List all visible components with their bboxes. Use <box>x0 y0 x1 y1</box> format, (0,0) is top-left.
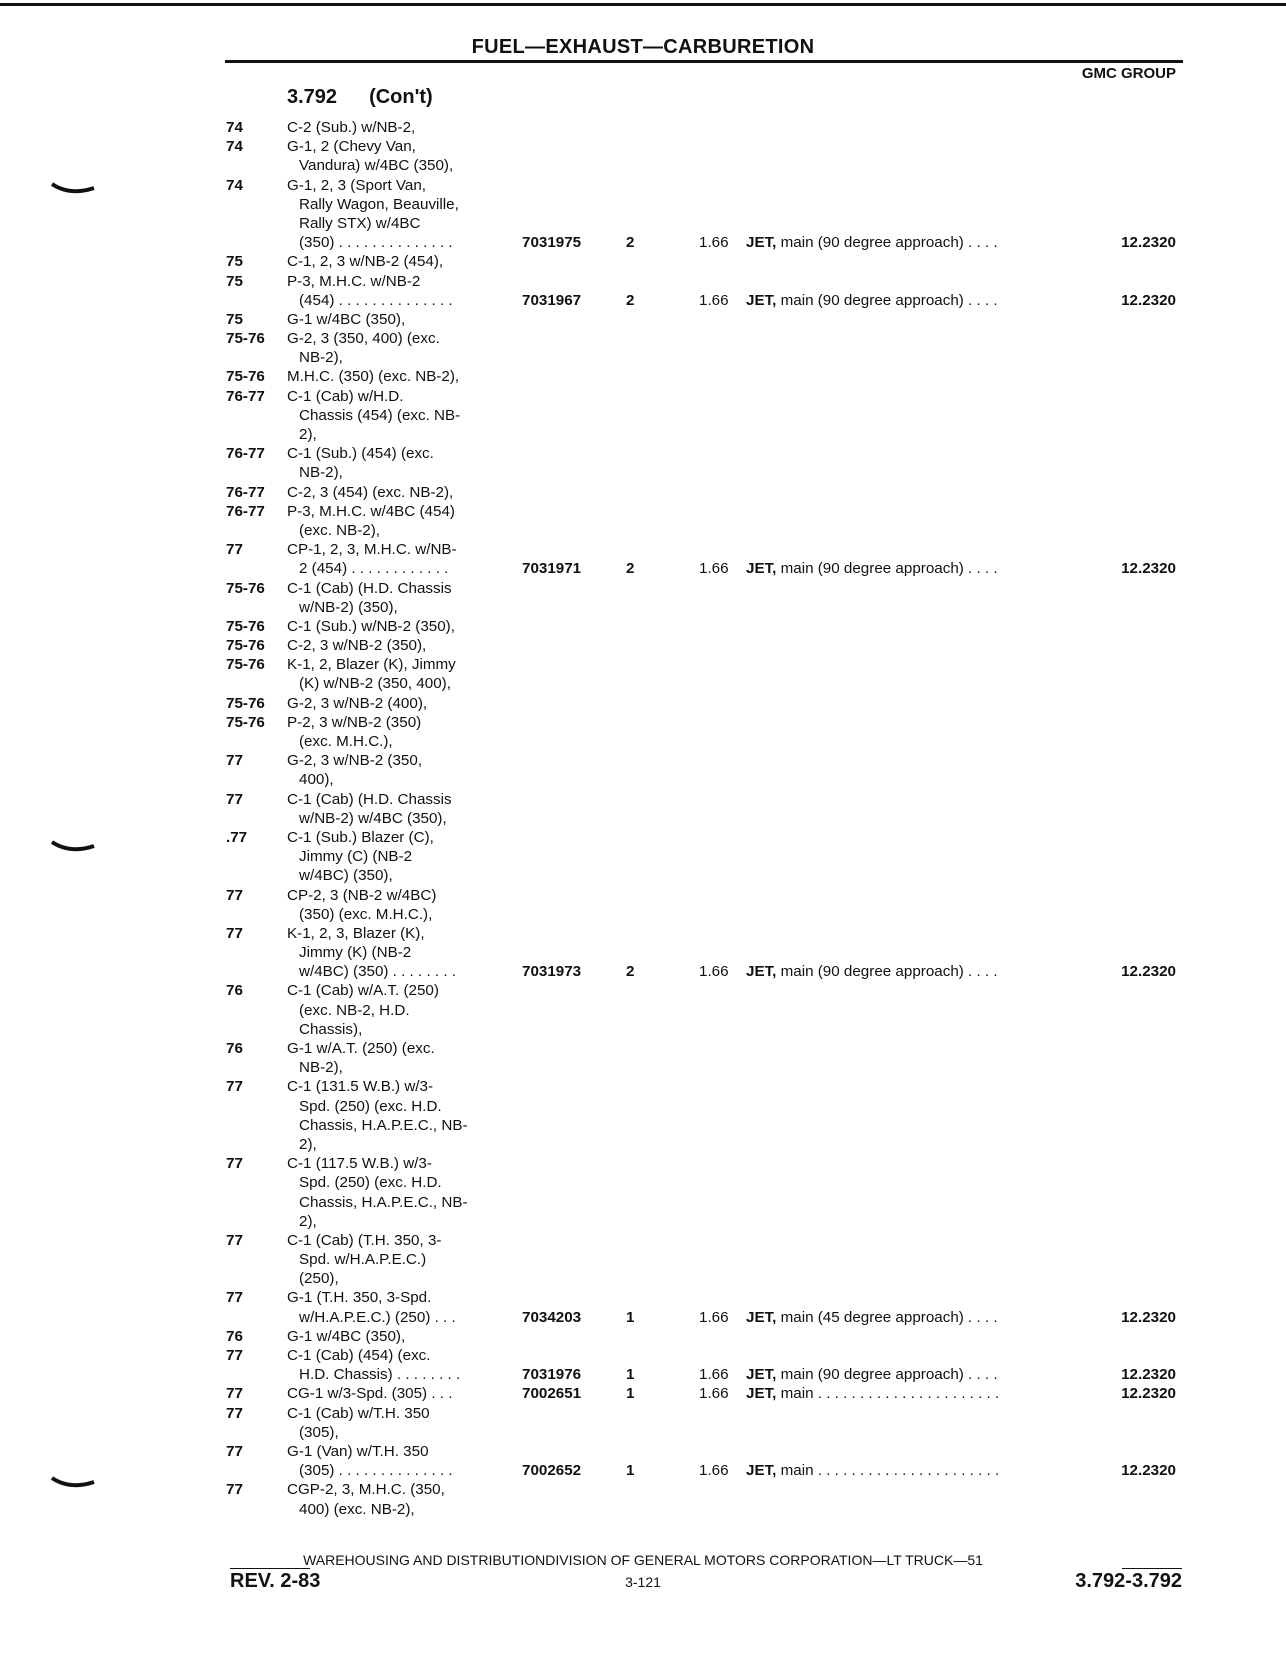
application-text: G-1 (Van) w/T.H. 350 <box>287 1442 429 1460</box>
application-row <box>0 252 1286 271</box>
application-row <box>0 1135 1286 1154</box>
part-name <box>746 291 998 310</box>
model-year: 77 <box>226 1442 243 1460</box>
application-text: Jimmy (K) (NB-2 <box>299 944 412 962</box>
application-row <box>0 617 1286 636</box>
part-name-detail: main (90 degree approach) . . . . <box>776 560 998 578</box>
application-row <box>0 502 1286 521</box>
size-value: 1.66 <box>699 963 729 981</box>
application-row <box>0 540 1286 559</box>
application-row <box>0 1231 1286 1250</box>
application-row <box>0 636 1286 655</box>
application-text: K-1, 2, Blazer (K), Jimmy <box>287 656 456 674</box>
part-name <box>746 559 998 578</box>
size-value: 1.66 <box>699 291 729 309</box>
application-text: 2), <box>299 426 317 443</box>
application-text: (exc. NB-2, H.D. <box>299 1001 410 1019</box>
application-row <box>0 1442 1286 1461</box>
application-row <box>0 1058 1286 1077</box>
application-text: C-1 (131.5 W.B.) w/3- <box>287 1078 434 1096</box>
group-number: 12.2320 <box>1121 234 1176 252</box>
application-text: 400) (exc. NB-2), <box>299 1500 415 1518</box>
application-text: Chassis, H.A.P.E.C., NB- <box>299 1116 468 1134</box>
application-text: C-1 (Cab) (H.D. Chassis <box>287 579 452 597</box>
application-text: 400), <box>299 771 334 789</box>
part-name-keyword: JET, <box>746 291 777 309</box>
model-year: 75 <box>226 310 243 328</box>
application-text: C-2 (Sub.) w/NB-2, <box>287 119 416 136</box>
model-year: 74 <box>226 176 243 194</box>
application-text: C-1 (Cab) (T.H. 350, 3- <box>287 1231 442 1249</box>
application-text: (350) (exc. M.H.C.), <box>299 905 433 923</box>
application-row <box>0 809 1286 828</box>
model-year: 75-76 <box>226 579 265 597</box>
model-year: 76 <box>226 982 243 1000</box>
model-year: 75-76 <box>226 637 265 655</box>
application-row <box>0 828 1286 847</box>
application-text: Spd. (250) (exc. H.D. <box>299 1174 442 1192</box>
title-rule <box>225 60 1183 63</box>
binder-punch-mark <box>50 840 96 856</box>
part-name <box>746 962 998 981</box>
part-name-detail: main (90 degree approach) . . . . <box>776 963 998 981</box>
application-row <box>0 272 1286 291</box>
model-year: 76-77 <box>226 483 265 501</box>
application-row <box>0 329 1286 348</box>
application-row <box>0 579 1286 598</box>
page-number: 3-121 <box>625 1574 661 1590</box>
application-text: G-2, 3 w/NB-2 (350, <box>287 752 423 770</box>
page-title: FUEL—EXHAUST—CARBURETION <box>471 36 815 58</box>
application-row <box>0 713 1286 732</box>
application-text: H.D. Chassis) . . . . . . . . <box>299 1366 461 1384</box>
section-number: 3.792 <box>287 86 338 108</box>
application-text: G-2, 3 w/NB-2 (400), <box>287 694 428 712</box>
application-text: CP-1, 2, 3, M.H.C. w/NB- <box>287 541 457 559</box>
part-number: 7034203 <box>522 1308 582 1326</box>
application-row <box>0 1173 1286 1192</box>
application-row <box>0 1097 1286 1116</box>
size-value: 1.66 <box>699 234 729 252</box>
application-row <box>0 156 1286 175</box>
model-year: 76 <box>226 1327 243 1345</box>
model-year: 77 <box>226 1481 243 1499</box>
model-year: 77 <box>226 790 243 808</box>
part-entry-row <box>0 291 1286 310</box>
part-entry-row <box>0 1365 1286 1384</box>
application-text: (305), <box>299 1423 339 1441</box>
model-year: .77 <box>226 828 248 846</box>
model-year: 77 <box>226 1289 243 1307</box>
parts-listing <box>0 118 1286 1519</box>
model-year: 75 <box>226 272 243 290</box>
group-number: 12.2320 <box>1121 1366 1176 1384</box>
application-text: (exc. M.H.C.), <box>299 733 393 750</box>
quantity: 1 <box>626 1385 635 1403</box>
part-name-keyword: JET, <box>746 1308 777 1326</box>
top-edge-rule <box>0 0 1286 9</box>
application-row <box>0 195 1286 214</box>
application-text: G-1, 2, 3 (Sport Van, <box>287 176 427 194</box>
footer-rule-right <box>1122 1568 1182 1569</box>
application-row <box>0 751 1286 770</box>
size-value: 1.66 <box>699 560 729 578</box>
part-name <box>746 1461 999 1480</box>
model-year: 77 <box>226 752 243 770</box>
model-year: 77 <box>226 1385 243 1403</box>
application-text: Chassis, H.A.P.E.C., NB- <box>299 1193 468 1211</box>
part-number: 7031971 <box>522 560 582 578</box>
model-year: 76-77 <box>226 445 265 463</box>
application-row <box>0 770 1286 789</box>
model-year: 77 <box>226 1347 243 1364</box>
model-year: 77 <box>226 924 243 942</box>
model-year: 77 <box>226 1155 243 1173</box>
application-row <box>0 137 1286 156</box>
application-row <box>0 348 1286 367</box>
application-row <box>0 118 1286 137</box>
model-year: 77 <box>226 1231 243 1249</box>
quantity: 2 <box>626 560 635 578</box>
application-text: Spd. (250) (exc. H.D. <box>299 1097 442 1115</box>
part-name-detail: main . . . . . . . . . . . . . . . . . . . . . . <box>776 1385 1000 1403</box>
quantity: 1 <box>626 1308 635 1326</box>
part-entry-row <box>0 233 1286 252</box>
application-text: w/4BC) (350), <box>299 867 393 885</box>
part-number: 7031975 <box>522 234 582 252</box>
application-text: Rally Wagon, Beauville, <box>299 195 459 213</box>
application-text: w/4BC) (350) . . . . . . . . <box>299 963 456 981</box>
application-row <box>0 1500 1286 1519</box>
application-text: C-1 (Sub.) (454) (exc. <box>287 445 434 463</box>
application-text: M.H.C. (350) (exc. NB-2), <box>287 368 460 386</box>
application-row <box>0 1116 1286 1135</box>
application-row <box>0 1288 1286 1307</box>
model-year: 75-76 <box>226 694 265 712</box>
application-text: (454) . . . . . . . . . . . . . . <box>299 291 453 309</box>
model-year: 75-76 <box>226 330 265 348</box>
part-number: 7031973 <box>522 963 582 981</box>
part-entry-row <box>0 962 1286 981</box>
model-year: 75-76 <box>226 368 265 386</box>
application-text: Chassis (454) (exc. NB- <box>299 406 461 424</box>
application-text: (250), <box>299 1270 339 1288</box>
application-text: Spd. w/H.A.P.E.C.) <box>299 1251 427 1269</box>
size-value: 1.66 <box>699 1385 729 1403</box>
application-row <box>0 655 1286 674</box>
application-text: w/H.A.P.E.C.) (250) . . . <box>299 1308 456 1326</box>
application-text: G-2, 3 (350, 400) (exc. <box>287 330 440 348</box>
model-year: 74 <box>226 119 243 136</box>
application-row <box>0 732 1286 751</box>
application-text: C-1 (Cab) (H.D. Chassis <box>287 790 452 808</box>
application-row <box>0 1250 1286 1269</box>
application-row <box>0 866 1286 885</box>
part-name <box>746 233 998 252</box>
part-name-detail: main (90 degree approach) . . . . <box>776 234 998 252</box>
group-number: 12.2320 <box>1121 560 1176 578</box>
application-text: P-3, M.H.C. w/4BC (454) <box>287 502 455 520</box>
application-text: NB-2), <box>299 1059 343 1077</box>
group-number: 12.2320 <box>1121 1308 1176 1326</box>
application-text: w/NB-2) w/4BC (350), <box>299 809 447 827</box>
application-row <box>0 521 1286 540</box>
application-row <box>0 1212 1286 1231</box>
application-row <box>0 1423 1286 1442</box>
part-number: 7031967 <box>522 291 582 309</box>
application-text: Rally STX) w/4BC <box>299 214 421 232</box>
application-text: Vandura) w/4BC (350), <box>299 157 454 175</box>
application-text: Jimmy (C) (NB-2 <box>299 848 413 866</box>
model-year: 75-76 <box>226 713 265 731</box>
application-row <box>0 1001 1286 1020</box>
part-name-keyword: JET, <box>746 1385 777 1403</box>
application-row <box>0 310 1286 329</box>
size-value: 1.66 <box>699 1308 729 1326</box>
application-text: C-1 (Cab) w/T.H. 350 <box>287 1404 430 1422</box>
application-row <box>0 674 1286 693</box>
group-number: 12.2320 <box>1121 963 1176 981</box>
application-text: 2), <box>299 1212 317 1230</box>
application-text: CP-2, 3 (NB-2 w/4BC) <box>287 886 437 904</box>
model-year: 75-76 <box>226 617 265 635</box>
application-row <box>0 1020 1286 1039</box>
section-range: 3.792-3.792 <box>1075 1570 1182 1592</box>
group-number: 12.2320 <box>1121 291 1176 309</box>
application-text: 2), <box>299 1135 317 1153</box>
footer-division-text: WAREHOUSING AND DISTRIBUTIONDIVISION OF GENERAL MOTORS CORPORATION—LT TRUCK—51 <box>303 1552 983 1568</box>
size-value: 1.66 <box>699 1462 729 1480</box>
section-note: (Con't) <box>369 86 433 108</box>
model-year: 77 <box>226 1078 243 1096</box>
model-year: 76-77 <box>226 502 265 520</box>
quantity: 2 <box>626 291 635 309</box>
application-text: C-1 (117.5 W.B.) w/3- <box>287 1155 432 1173</box>
part-entry-row <box>0 1308 1286 1327</box>
application-text: G-1 w/4BC (350), <box>287 1327 406 1345</box>
application-text: P-2, 3 w/NB-2 (350) <box>287 713 422 731</box>
group-number: 12.2320 <box>1121 1462 1176 1480</box>
application-row <box>0 1346 1286 1365</box>
application-row <box>0 463 1286 482</box>
part-name-detail: main (45 degree approach) . . . . <box>776 1308 998 1326</box>
application-text: C-1 (Sub.) w/NB-2 (350), <box>287 617 455 635</box>
application-text: C-1 (Cab) w/H.D. <box>287 387 404 405</box>
application-row <box>0 444 1286 463</box>
part-number: 7002652 <box>522 1462 582 1480</box>
application-row <box>0 694 1286 713</box>
part-name <box>746 1365 998 1384</box>
application-row <box>0 1480 1286 1499</box>
part-name-keyword: JET, <box>746 234 777 252</box>
application-row <box>0 1327 1286 1346</box>
part-name-keyword: JET, <box>746 560 777 578</box>
application-text: C-2, 3 w/NB-2 (350), <box>287 637 427 655</box>
application-text: (305) . . . . . . . . . . . . . . <box>299 1462 453 1480</box>
part-name-keyword: JET, <box>746 1462 777 1480</box>
application-text: G-1, 2 (Chevy Van, <box>287 138 416 156</box>
part-entry-row <box>0 1384 1286 1403</box>
part-entry-row <box>0 559 1286 578</box>
model-year: 77 <box>226 1404 243 1422</box>
application-text: C-1, 2, 3 w/NB-2 (454), <box>287 253 444 271</box>
application-text: P-3, M.H.C. w/NB-2 <box>287 272 421 290</box>
application-row <box>0 1193 1286 1212</box>
part-name-detail: main . . . . . . . . . . . . . . . . . . . . . . <box>776 1462 1000 1480</box>
section-heading <box>287 86 433 109</box>
group-number: 12.2320 <box>1121 1385 1176 1403</box>
application-row <box>0 483 1286 502</box>
application-row <box>0 214 1286 233</box>
model-year: 76-77 <box>226 387 265 405</box>
application-row <box>0 905 1286 924</box>
footer-rule-left <box>230 1568 310 1569</box>
application-text: C-1 (Sub.) Blazer (C), <box>287 828 434 846</box>
part-name <box>746 1384 999 1403</box>
application-text: w/NB-2) (350), <box>299 598 398 616</box>
application-text: (K) w/NB-2 (350, 400), <box>299 675 451 693</box>
group-label: GMC GROUP <box>1081 65 1176 82</box>
application-text: (350) . . . . . . . . . . . . . . <box>299 234 453 252</box>
application-row <box>0 847 1286 866</box>
part-name-keyword: JET, <box>746 963 777 981</box>
model-year: 74 <box>226 138 243 156</box>
application-row <box>0 1269 1286 1288</box>
quantity: 2 <box>626 963 635 981</box>
binder-punch-mark <box>50 1476 96 1492</box>
size-value: 1.66 <box>699 1366 729 1384</box>
application-row <box>0 924 1286 943</box>
application-text: NB-2), <box>299 464 343 482</box>
part-number: 7031976 <box>522 1366 582 1384</box>
application-row <box>0 425 1286 444</box>
application-row <box>0 790 1286 809</box>
model-year: 76 <box>226 1040 243 1057</box>
application-row <box>0 387 1286 406</box>
application-row <box>0 981 1286 1000</box>
application-text: 2 (454) . . . . . . . . . . . . <box>299 560 449 578</box>
application-text: CG-1 w/3-Spd. (305) . . . <box>287 1385 453 1403</box>
application-text: Chassis), <box>299 1020 363 1038</box>
application-text: G-1 w/4BC (350), <box>287 310 406 328</box>
application-row <box>0 598 1286 617</box>
application-row <box>0 367 1286 386</box>
application-row <box>0 406 1286 425</box>
part-name <box>746 1308 998 1327</box>
application-row <box>0 176 1286 195</box>
application-text: C-1 (Cab) (454) (exc. <box>287 1347 431 1364</box>
application-text: C-1 (Cab) w/A.T. (250) <box>287 982 439 1000</box>
part-number: 7002651 <box>522 1385 582 1403</box>
application-row <box>0 886 1286 905</box>
application-row <box>0 943 1286 962</box>
application-row <box>0 1039 1286 1058</box>
part-name-detail: main (90 degree approach) . . . . <box>776 291 998 309</box>
binder-punch-mark <box>50 182 96 198</box>
model-year: 75-76 <box>226 656 265 674</box>
application-text: K-1, 2, 3, Blazer (K), <box>287 924 425 942</box>
part-name-keyword: JET, <box>746 1366 777 1384</box>
part-name-detail: main (90 degree approach) . . . . <box>776 1366 998 1384</box>
quantity: 1 <box>626 1462 635 1480</box>
application-text: G-1 w/A.T. (250) (exc. <box>287 1040 435 1057</box>
revision-label: REV. 2-83 <box>230 1570 321 1592</box>
part-entry-row <box>0 1461 1286 1480</box>
application-row <box>0 1077 1286 1096</box>
quantity: 1 <box>626 1366 635 1384</box>
application-text: G-1 (T.H. 350, 3-Spd. <box>287 1289 432 1307</box>
application-row <box>0 1154 1286 1173</box>
application-text: NB-2), <box>299 349 343 367</box>
application-text: CGP-2, 3, M.H.C. (350, <box>287 1481 445 1499</box>
model-year: 75 <box>226 253 243 271</box>
application-text: C-2, 3 (454) (exc. NB-2), <box>287 483 454 501</box>
model-year: 77 <box>226 886 243 904</box>
quantity: 2 <box>626 234 635 252</box>
application-row <box>0 1404 1286 1423</box>
application-text: (exc. NB-2), <box>299 521 381 539</box>
model-year: 77 <box>226 541 243 559</box>
